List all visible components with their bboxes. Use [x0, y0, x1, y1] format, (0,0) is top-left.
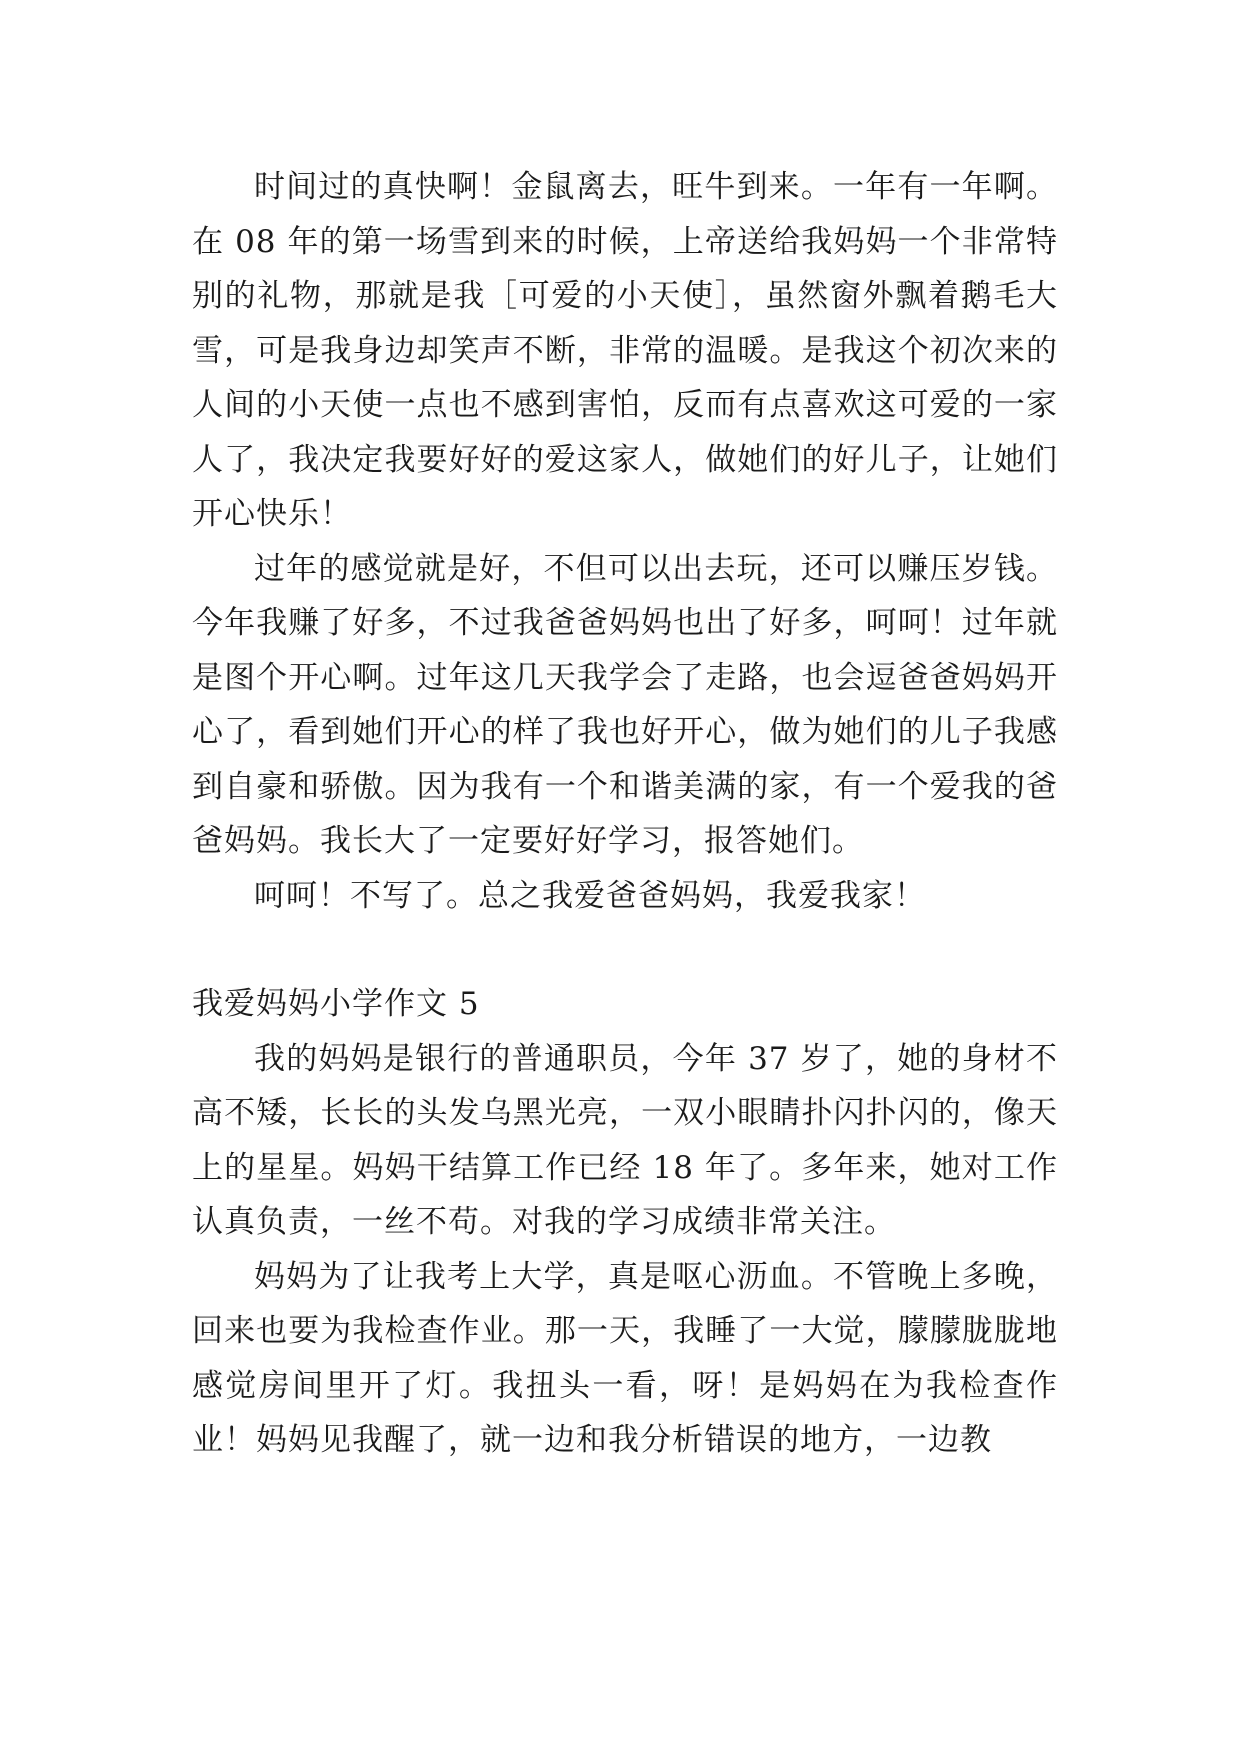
- section-title: 我爱妈妈小学作文 5: [192, 986, 480, 1022]
- paragraph-mother-description: 我的妈妈是银行的普通职员，今年 37 岁了，她的身材不高不矮，长长的头发乌黑光亮，一双小眼睛扑闪扑闪的，像天上的星星。妈妈干结算工作已经 18 年了。多年来，她对工作认真负责，一丝不苟。对我的学习成绩非常关注。: [192, 1040, 1058, 1240]
- paragraph-new-year-feeling: 过年的感觉就是好，不但可以出去玩，还可以赚压岁钱。今年我赚了好多，不过我爸爸妈妈也出了好多，呵呵！过年就是图个开心啊。过年这几天我学会了走路，也会逗爸爸妈妈开心了，看到她们开心的样了我也好开心，做为她们的儿子我感到自豪和骄傲。因为我有一个和谐美满的家，有一个爱我的爸爸妈妈。我长大了一定要好好学习，报答她们。: [192, 550, 1058, 859]
- paragraph-closing: 呵呵！不写了。总之我爱爸爸妈妈，我爱我家！: [254, 877, 926, 914]
- paragraph-new-year-arrival: 时间过的真快啊！金鼠离去，旺牛到来。一年有一年啊。在 08 年的第一场雪到来的时候，上帝送给我妈妈一个非常特别的礼物，那就是我［可爱的小天使］，虽然窗外飘着鹅毛大雪，可是我身边却笑声不断，非常的温暖。是我这个初次来的人间的小天使一点也不感到害怕，反而有点喜欢这可爱的一家人了，我决定我要好好的爱这家人，做她们的好儿子，让她们开心快乐！: [192, 169, 1058, 532]
- document-body: [192, 160, 1058, 1468]
- paragraph-mother-homework: 妈妈为了让我考上大学，真是呕心沥血。不管晚上多晚，回来也要为我检查作业。那一天，我睡了一大觉，朦朦胧胧地感觉房间里开了灯。我扭头一看，呀！是妈妈在为我检查作业！妈妈见我醒了，就一边和我分析错误的地方，一边教: [192, 1258, 1058, 1458]
